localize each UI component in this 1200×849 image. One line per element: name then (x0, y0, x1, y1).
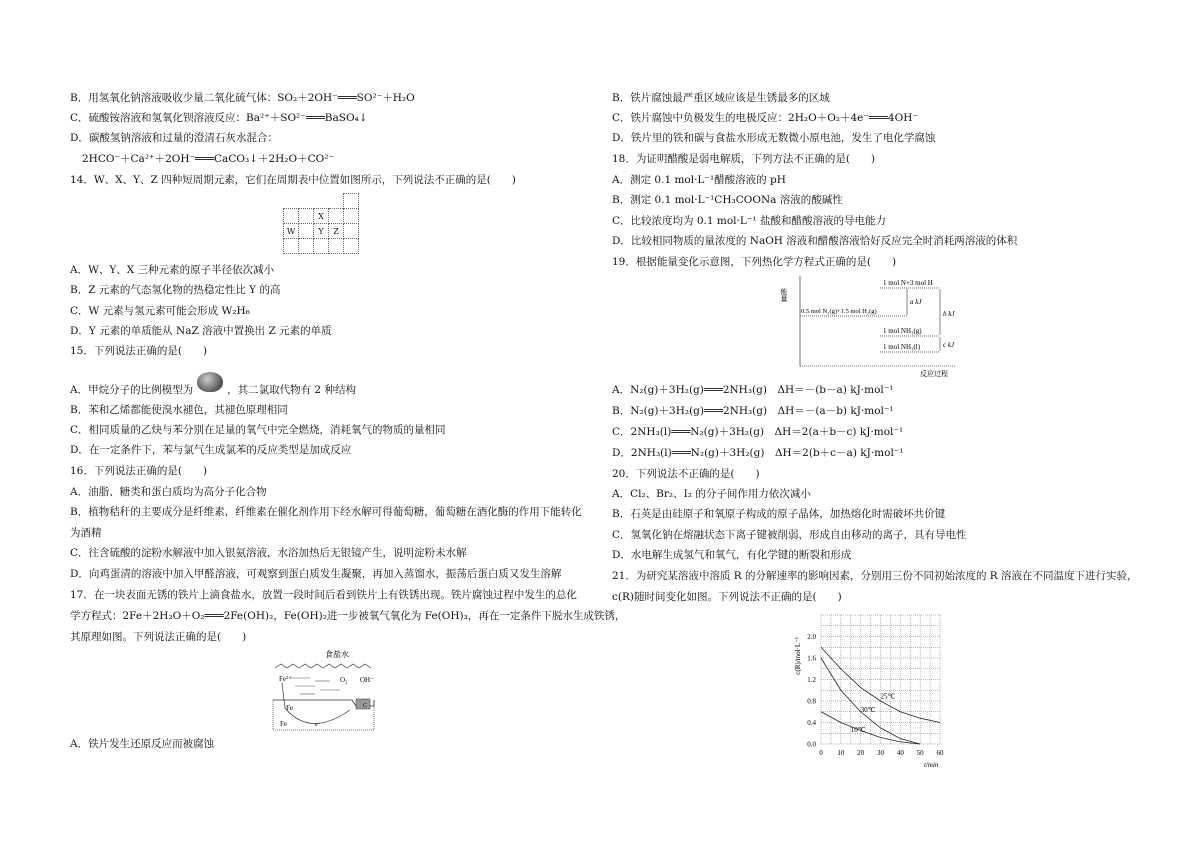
q14-option-b: B．Z 元素的气态氢化物的热稳定性比 Y 的高 (70, 284, 281, 296)
x-tick-label: 20 (857, 749, 865, 757)
energy-axis-label: 能量 (780, 288, 788, 302)
q20-option-d: D．水电解生成氢气和氧气，有化学键的断裂和形成 (612, 549, 852, 561)
q16-option-d: D．向鸡蛋清的溶液中加入甲醛溶液，可观察到蛋白质发生凝聚，再加入蒸馏水，振荡后蛋白质又发生溶解 (70, 568, 562, 580)
q19-option-b: B．N₂(g)＋3H₂(g)═══2NH₃(g) ΔH＝－(a－b) kJ·mol⁻¹ (612, 405, 894, 417)
concentration-time-chart (790, 607, 955, 771)
q14-option-c: C．W 元素与氢元素可能会形成 W₂H₆ (70, 305, 250, 317)
q19-stem: 19．根据能量变化示意图，下列热化学方程式正确的是( ) (612, 256, 897, 268)
q15-option-a (70, 380, 356, 400)
corrosion-figure (270, 648, 380, 733)
q18-option-d: D．比较相同物质的量浓度的 NaOH 溶液和醋酸溶液恰好反应完全时消耗两溶液的体积 (612, 235, 1018, 247)
y-tick-label: 1.6 (807, 654, 816, 663)
reactants-level-label: 0.5 mol N₂(g)+1.5 mol H₂(g) (801, 308, 877, 315)
x-tick-label: 60 (936, 749, 944, 757)
q18-stem: 18．为证明醋酸是弱电解质，下列方法不正确的是( ) (612, 153, 876, 165)
fe-plate-label: Fe (280, 720, 287, 728)
q16-option-c: C．往含硫酸的淀粉水解液中加入银氨溶液，水浴加热后无银镜产生，说明淀粉未水解 (70, 547, 467, 559)
q13-option-c: C．硫酸铵溶液和氢氧化钡溶液反应：Ba²⁺＋SO²⁻═══BaSO₄↓ (70, 112, 368, 124)
q15-option-a-text2: ，其二氯取代物有 2 种结构 (227, 384, 356, 396)
q15-option-c: C．相同质量的乙炔与苯分别在足量的氧气中完全燃烧，消耗氧气的物质的量相同 (70, 424, 446, 436)
element-x: X (314, 209, 329, 224)
q17-stem-3: 其原理如图。下列说法正确的是( ) (70, 631, 247, 643)
y-tick-label: 0.0 (807, 740, 816, 749)
x-tick-label: 40 (896, 749, 904, 757)
y-axis-label: c(R)/mol·L⁻¹ (794, 637, 802, 675)
process-axis-label: 反应过程 (920, 370, 948, 378)
q13-option-d-equation: 2HCO⁻＋Ca²⁺＋2OH⁻═══CaCO₃↓＋2H₂O＋CO²⁻ (82, 153, 335, 165)
element-w: W (284, 224, 299, 239)
q17-stem-1: 17．在一块表面无锈的铁片上滴食盐水，放置一段时间后看到铁片上有铁锈出现。铁片腐蚀过程中发生的总化 (70, 589, 577, 601)
salt-water-label: 食盐水 (325, 650, 349, 659)
q16-option-b: B．植物秸秆的主要成分是纤维素，纤维素在催化剂作用下经水解可得葡萄糖，葡萄糖在酒化酶的作用下能转化 (70, 506, 582, 518)
atoms-level-label: 1 mol N+3 mol H (883, 279, 933, 287)
q21-stem-1: 21．为研究某溶液中溶质 R 的分解速率的影响因素，分别用三份不同初始浓度的 R 溶液在不同温度下进行实验， (612, 570, 1138, 582)
nh3-liquid-level-label: 1 mol NH₃(l) (883, 343, 921, 351)
q14-option-a: A．W、Y、X 三种元素的原子半径依次减小 (70, 264, 275, 276)
q18-option-a: A．测定 0.1 mol·L⁻¹醋酸溶液的 pH (612, 174, 786, 186)
series-label: 10℃ (850, 726, 866, 735)
q20-option-a: A．Cl₂、Br₂、I₂ 的分子间作用力依次减小 (612, 488, 811, 500)
series-label: 25℃ (880, 692, 896, 701)
q16-option-a: A．油脂、糖类和蛋白质均为高分子化合物 (70, 486, 267, 498)
q15-option-d: D．在一定条件下，苯与氯气生成氯苯的反应类型是加成反应 (70, 444, 352, 456)
x-tick-label: 10 (837, 749, 845, 757)
y-tick-label: 2.0 (807, 633, 816, 641)
q14-option-d: D．Y 元素的单质能从 NaZ 溶液中置换出 Z 元素的单质 (70, 325, 332, 337)
q15-option-a-text1: A．甲烷分子的比例模型为 (70, 384, 194, 396)
fe2-label: Fe²⁺ (279, 675, 292, 683)
nh3-gas-level-label: 1 mol NH₃(g) (883, 327, 922, 335)
carbon-label: C (363, 703, 368, 709)
x-tick-label: 50 (916, 749, 924, 757)
q13-option-d: D．碳酸氢钠溶液和过量的澄清石灰水混合： (70, 132, 278, 144)
q16-stem: 16．下列说法正确的是( ) (70, 465, 208, 477)
y-tick-label: 0.4 (807, 719, 816, 727)
element-y: Y (314, 224, 329, 239)
x-tick-label: 30 (877, 749, 884, 757)
q16-option-b-cont: 为酒精 (70, 527, 102, 539)
x-tick-label: 0 (819, 749, 823, 757)
q19-option-a: A．N₂(g)＋3H₂(g)═══2NH₃(g) ΔH＝－(b－a) kJ·mol⁻¹ (612, 384, 894, 396)
q13-option-b: B．用氢氧化钠溶液吸收少量二氧化硫气体：SO₂＋2OH⁻═══SO²⁻＋H₂O (70, 92, 415, 104)
oh-label: OH⁻ (360, 676, 374, 684)
q20-option-c: C．氢氧化钠在熔融状态下离子键被削弱，形成自由移动的离子，具有导电性 (612, 529, 967, 541)
a-kj-label: a kJ (910, 298, 922, 306)
q14-stem: 14．W、X、Y、Z 四种短周期元素，它们在周期表中位置如图所示，下列说法不正确的是( ) (70, 174, 516, 186)
series-label: 30℃ (860, 705, 876, 714)
y-tick-label: 0.8 (807, 697, 816, 706)
q17-option-b: B．铁片腐蚀最严重区域应该是生锈最多的区域 (612, 92, 830, 104)
q15-option-b: B．苯和乙烯都能使溴水褪色，其褪色原理相同 (70, 404, 288, 416)
electron-label: e⁻ (315, 722, 321, 728)
q17-stem-2: 学方程式：2Fe＋2H₂O＋O₂═══2Fe(OH)₂，Fe(OH)₂进一步被氧气氧化为 Fe(OH)₃，再在一定条件下脱水生成铁锈， (70, 610, 626, 622)
q20-stem: 20．下列说法不正确的是( ) (612, 468, 760, 480)
q21-stem-2: c(R)随时间变化如图。下列说法不正确的是( ) (612, 591, 842, 603)
q17-option-a: A．铁片发生还原反应而被腐蚀 (70, 738, 215, 750)
energy-diagram (780, 272, 960, 380)
periodic-table-figure (283, 193, 359, 254)
b-kj-label: b kJ (943, 310, 955, 318)
fe-anode-label: Fe (286, 704, 293, 712)
q17-option-c: C．铁片腐蚀中负极发生的电极反应：2H₂O＋O₂＋4e⁻═══4OH⁻ (612, 112, 918, 124)
q20-option-b: B．石英是由硅原子和氧原子构成的原子晶体，加热熔化时需破坏共价键 (612, 508, 946, 520)
q17-option-d: D．铁片里的铁和碳与食盐水形成无数微小原电池，发生了电化学腐蚀 (612, 132, 936, 144)
q18-option-b: B．测定 0.1 mol·L⁻¹CH₃COONa 溶液的酸碱性 (612, 194, 843, 206)
q18-option-c: C．比较浓度均为 0.1 mol·L⁻¹ 盐酸和醋酸溶液的导电能力 (612, 215, 886, 227)
methane-model-image (197, 372, 223, 392)
q15-stem: 15．下列说法正确的是( ) (70, 345, 208, 357)
element-z: Z (329, 224, 344, 239)
y-tick-label: 1.2 (807, 676, 816, 684)
q19-option-d: D．2NH₃(l)═══N₂(g)＋3H₂(g) ΔH＝2(b＋c－a) kJ·mol⁻¹ (612, 447, 904, 459)
q19-option-c: C．2NH₃(l)═══N₂(g)＋3H₂(g) ΔH＝2(a＋b－c) kJ·mol⁻¹ (612, 426, 904, 438)
c-kj-label: c kJ (943, 341, 955, 349)
x-axis-label: t/min (924, 761, 939, 769)
o2-label: O₂ (340, 676, 348, 684)
